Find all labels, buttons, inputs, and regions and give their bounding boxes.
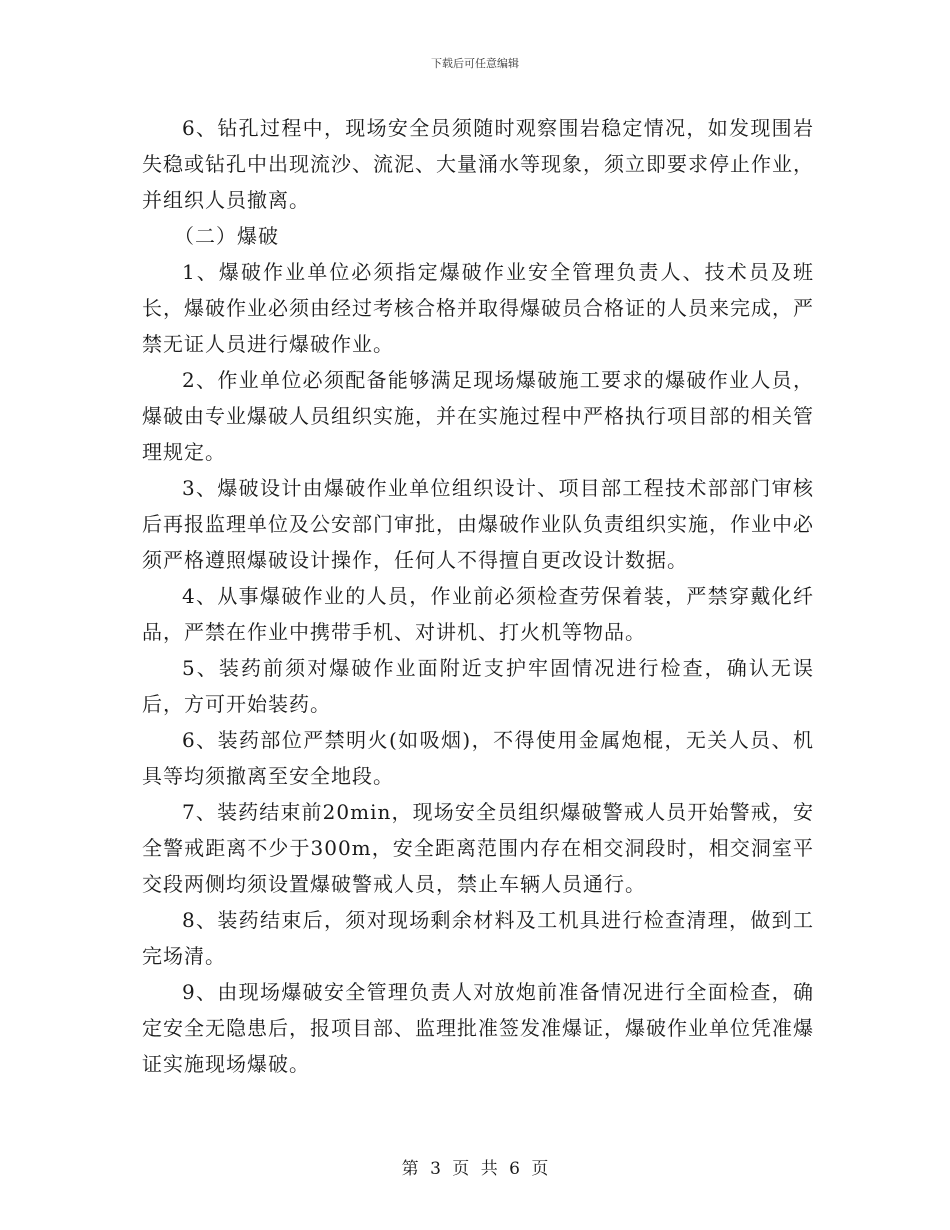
page-header-note: 下载后可任意编辑 — [431, 57, 519, 70]
paragraph-blasting-5: 5、装药前须对爆破作业面附近支护牢固情况进行检查，确认无误后，方可开始装药。 — [142, 656, 814, 716]
page-number: 第 3 页 共 6 页 — [401, 1159, 549, 1179]
document-body — [142, 110, 814, 1082]
section-heading-blasting: （二）爆破 — [174, 224, 279, 248]
paragraph-drilling-6: 6、钻孔过程中，现场安全员须随时观察围岩稳定情况，如发现围岩失稳或钻孔中出现流沙、流泥、大量涌水等现象，须立即要求停止作业，并组织人员撤离。 — [142, 116, 814, 212]
paragraph-blasting-3: 3、爆破设计由爆破作业单位组织设计、项目部工程技术部部门审核后再报监理单位及公安部门审批，由爆破作业队负责组织实施，作业中必须严格遵照爆破设计操作，任何人不得擅自更改设计数据。 — [142, 476, 814, 572]
paragraph-blasting-4: 4、从事爆破作业的人员，作业前必须检查劳保着装，严禁穿戴化纤品，严禁在作业中携带手机、对讲机、打火机等物品。 — [142, 584, 814, 644]
paragraph-blasting-9: 9、由现场爆破安全管理负责人对放炮前准备情况进行全面检查，确定安全无隐患后，报项目部、监理批准签发准爆证，爆破作业单位凭准爆证实施现场爆破。 — [142, 980, 814, 1076]
paragraph-blasting-6: 6、装药部位严禁明火(如吸烟)，不得使用金属炮棍，无关人员、机具等均须撤离至安全地段。 — [142, 728, 814, 788]
paragraph-blasting-1: 1、爆破作业单位必须指定爆破作业安全管理负责人、技术员及班长，爆破作业必须由经过考核合格并取得爆破员合格证的人员来完成，严禁无证人员进行爆破作业。 — [142, 260, 814, 356]
paragraph-blasting-2: 2、作业单位必须配备能够满足现场爆破施工要求的爆破作业人员，爆破由专业爆破人员组织实施，并在实施过程中严格执行项目部的相关管理规定。 — [142, 368, 814, 464]
paragraph-blasting-8: 8、装药结束后，须对现场剩余材料及工机具进行检查清理，做到工完场清。 — [142, 908, 814, 968]
paragraph-blasting-7: 7、装药结束前20min，现场安全员组织爆破警戒人员开始警戒，安全警戒距离不少于300m，安全距离范围内存在相交洞段时，相交洞室平交段两侧均须设置爆破警戒人员，禁止车辆人员通行。 — [142, 800, 814, 896]
